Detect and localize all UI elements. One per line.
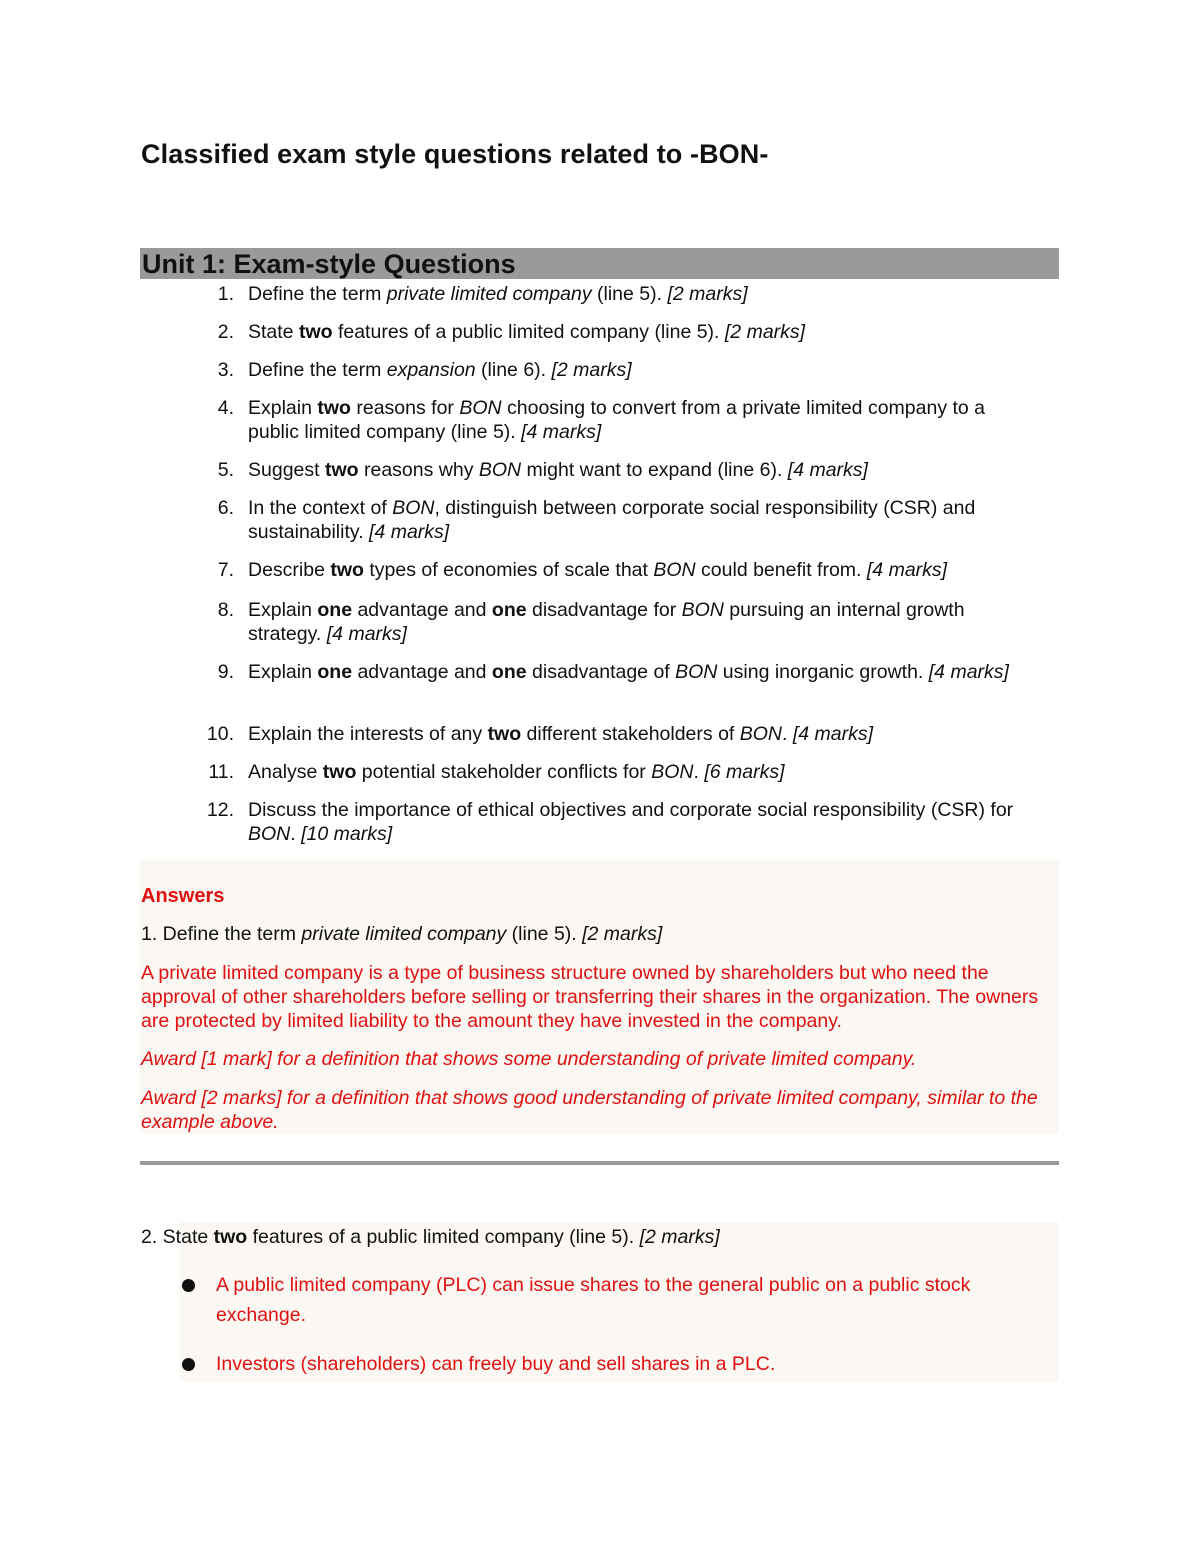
question-number: 12.	[206, 799, 234, 821]
question-text: Explain one advantage and one disadvantage of BON using inorganic growth. [4 marks]	[248, 661, 1009, 683]
question-number: 9.	[217, 661, 234, 683]
question-text: Explain the interests of any two different stakeholders of BON. [4 marks]	[248, 723, 874, 745]
question-text: Describe two types of economies of scale that BON could benefit from. [4 marks]	[248, 559, 948, 581]
question-text: Explain one advantage and one disadvantage for BON pursuing an internal growth strategy. [4 marks]	[248, 599, 965, 645]
question-number: 8.	[217, 599, 234, 621]
bullet-icon	[182, 1279, 195, 1292]
question-number: 5.	[217, 459, 234, 481]
answer-1-award-1: Award [1 mark] for a definition that shows some understanding of private limited company.	[141, 1048, 917, 1070]
answer-1-award-2: Award [2 marks] for a definition that shows good understanding of private limited company, similar to the example above.	[141, 1087, 1038, 1133]
question-text: Analyse two potential stakeholder conflicts for BON. [6 marks]	[248, 761, 785, 783]
question-item	[206, 798, 1038, 846]
question-item	[217, 358, 1038, 382]
question-text: In the context of BON, distinguish between corporate social responsibility (CSR) and sustainability. [4 marks]	[248, 497, 976, 543]
question-item	[217, 496, 1038, 544]
question-item	[206, 722, 1038, 746]
document-title: Classified exam style questions related to -BON-	[141, 139, 769, 169]
question-number: 7.	[217, 559, 234, 581]
question-text: Suggest two reasons why BON might want to expand (line 6). [4 marks]	[248, 459, 868, 481]
question-text: Define the term private limited company (line 5). [2 marks]	[248, 283, 748, 305]
unit-heading: Unit 1: Exam-style Questions	[142, 249, 516, 279]
answer-question-1: 1. Define the term private limited company (line 5). [2 marks]	[141, 923, 663, 945]
question-text: Discuss the importance of ethical objectives and corporate social responsibility (CSR) for BON. [10 marks]	[248, 799, 1014, 845]
question-number: 4.	[217, 397, 234, 419]
question-item	[217, 320, 1038, 344]
question-item	[217, 396, 1038, 444]
question-number: 3.	[217, 359, 234, 381]
answer-2-point-2: Investors (shareholders) can freely buy and sell shares in a PLC.	[216, 1353, 776, 1375]
question-number: 2.	[217, 321, 234, 343]
question-text: Define the term expansion (line 6). [2 marks]	[248, 359, 632, 381]
question-item	[217, 458, 1038, 482]
question-item	[217, 660, 1038, 684]
question-text: Explain two reasons for BON choosing to convert from a private limited company to a public limited company (line 5). [4 marks]	[248, 397, 986, 443]
question-item	[217, 282, 1038, 306]
question-item	[208, 760, 1038, 784]
question-number: 11.	[208, 761, 234, 783]
question-number: 6.	[217, 497, 234, 519]
question-item	[217, 558, 1038, 582]
question-item	[217, 598, 1038, 646]
question-number: 10.	[206, 723, 234, 745]
answer-2-point-1: A public limited company (PLC) can issue shares to the general public on a public stock exchange.	[216, 1274, 971, 1326]
bullet-icon	[182, 1358, 195, 1371]
answer-question-2: 2. State two features of a public limited company (line 5). [2 marks]	[141, 1226, 720, 1248]
answer-1-text: A private limited company is a type of business structure owned by shareholders but who need the approval of other shareholders before selling or transferring their shares in the organization. The owners are protected by limited liability to the amount they have invested in the company.	[141, 962, 1039, 1032]
question-text: State two features of a public limited company (line 5). [2 marks]	[248, 321, 806, 343]
answers-heading: Answers	[141, 885, 225, 907]
section-divider	[140, 1161, 1059, 1165]
question-number: 1.	[217, 283, 234, 305]
